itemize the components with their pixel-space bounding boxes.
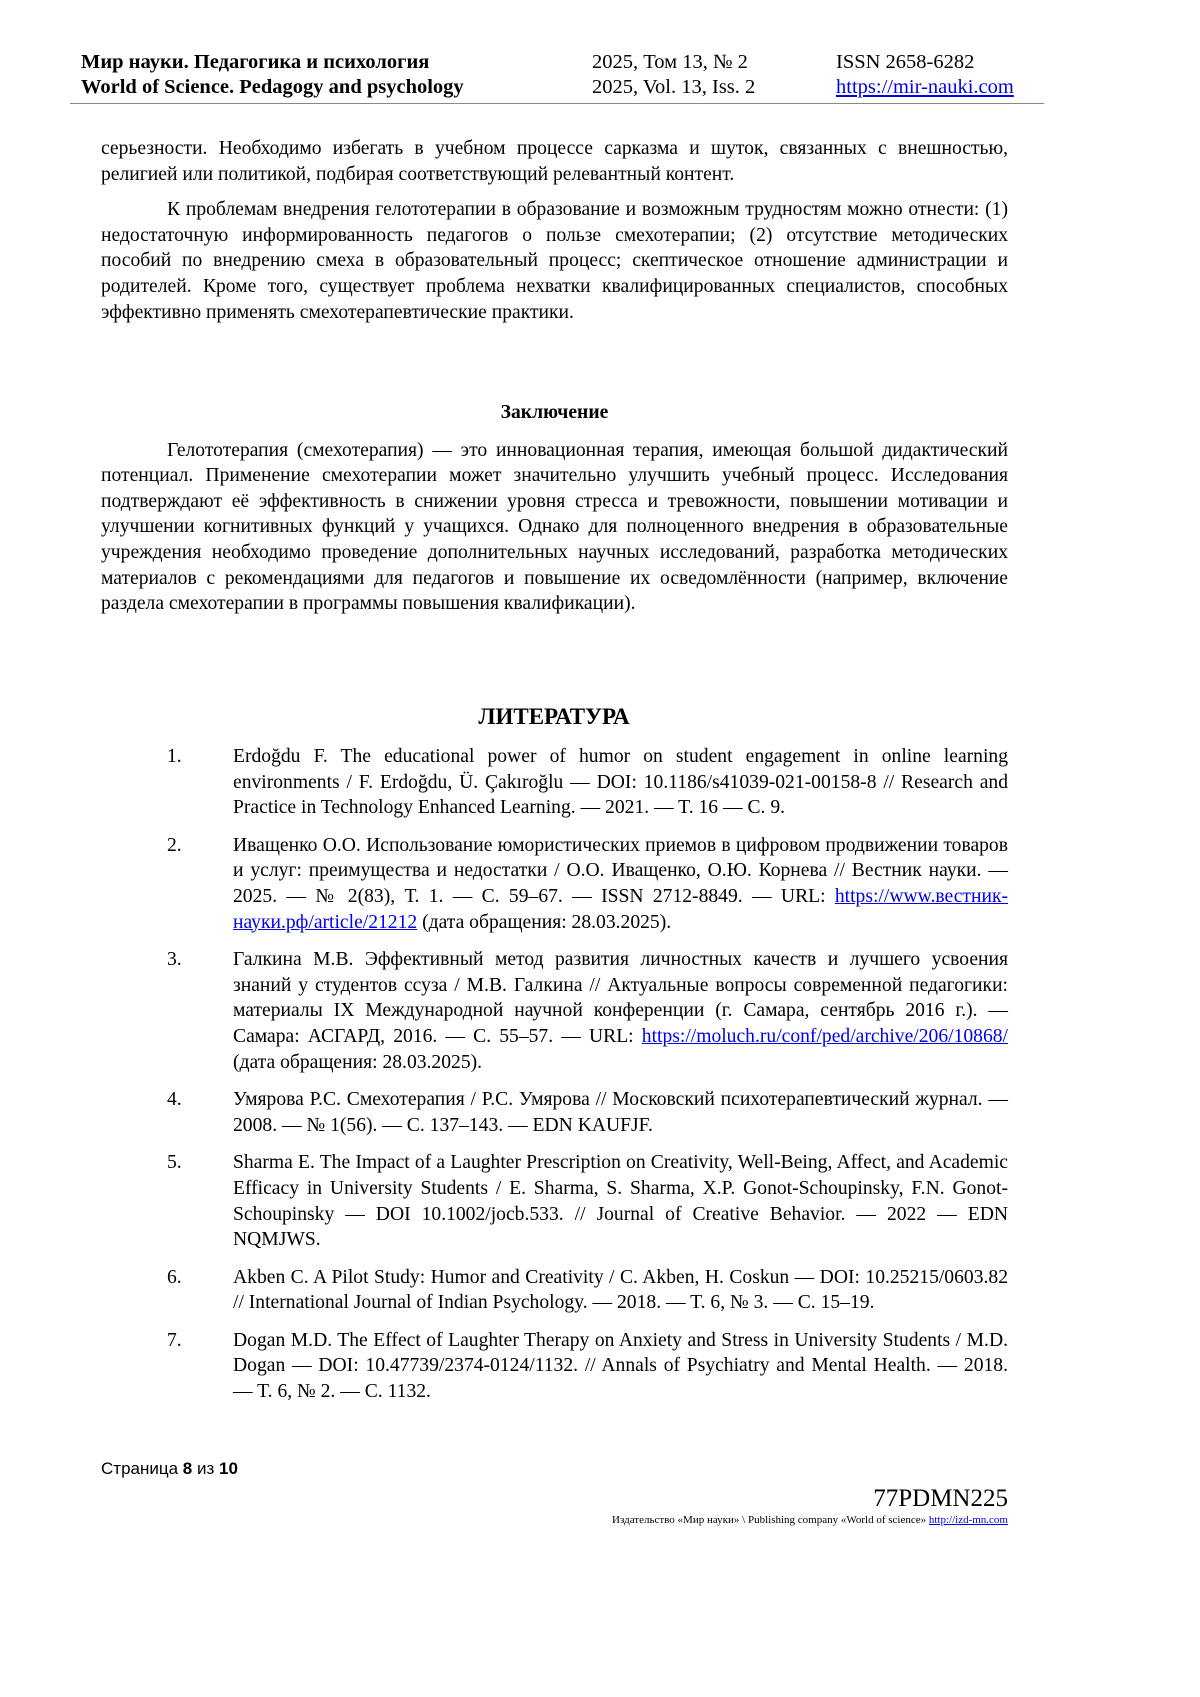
- article-code: 77PDMN225: [873, 1485, 1008, 1512]
- reference-number: 1.: [167, 746, 182, 767]
- journal-title: [81, 50, 464, 100]
- reference-number: 5.: [167, 1152, 182, 1174]
- paragraph: Гелототерапия (смехотерапия) — это инновационная терапия, имеющая большой дидактический потенциал. Применение смехотерапии может значительно улучшить учебный процесс. Исследования подтверждают её эффективность в снижении уровня стресса и тревожности, повышении мотивации и улучшении когнитивных функций у учащихся. Однако для полноценного внедрения в образовательные учреждения необходимо проведение дополнительных научных исследований, разработка методических материалов с рекомендациями для педагогов и повышение их осведомлённости (например, включение раздела смехотерапии в программы повышения квалификации).: [101, 439, 1008, 615]
- conclusion-heading: Заключение: [500, 402, 609, 423]
- publisher-link[interactable]: http://izd-mn.com: [928, 1514, 1008, 1526]
- references-heading: ЛИТЕРАТУРА: [478, 704, 630, 729]
- issn-block: [836, 50, 1014, 100]
- publisher-line: Издательство «Мир науки» \ Publishing company «World of science» http://izd-mn.com: [612, 1514, 1008, 1526]
- body-text: [101, 136, 1008, 335]
- conclusion-section: [101, 400, 1008, 627]
- reference-text: Akben C. A Pilot Study: Humor and Creativity / C. Akben, H. Coskun — DOI: 10.25215/0603.82 // International Journal of Indian Psychology. — 2018. — T. 6, № 3. — C. 15–19.: [233, 1266, 1008, 1314]
- reference-number: 7.: [167, 1329, 182, 1351]
- issue-info: [592, 50, 755, 100]
- header-divider: [70, 103, 1044, 104]
- reference-item: [101, 744, 1008, 821]
- issn: ISSN 2658-6282: [836, 51, 975, 73]
- references-list: [101, 744, 1008, 1417]
- reference-item: [101, 1265, 1008, 1316]
- reference-link[interactable]: https://moluch.ru/conf/ped/archive/206/10868/: [641, 1025, 1008, 1047]
- reference-number: 4.: [167, 1089, 182, 1111]
- reference-item: [101, 1150, 1008, 1252]
- paragraph: серьезности. Необходимо избегать в учебном процессе сарказма и шуток, связанных с внешностью, религией или политикой, подбирая соответствующий релевантный контент.: [101, 138, 1008, 185]
- issue-ru: 2025, Том 13, № 2: [592, 51, 748, 73]
- reference-text: Галкина М.В. Эффективный метод развития личностных качеств и лучшего усвоения знаний у студентов ссуза / М.В. Галкина // Актуальные вопросы современной педагогики: материалы IX Международной научной конференции (г. Самара, сентябрь 2016 г.). — Самара: АСГАРД, 2016. — С. 55–57. — URL: https://moluch.ru/conf/ped/archive/206/10868/ (дата обращения: 28.03.2025).: [233, 949, 1008, 1073]
- reference-text: Erdoğdu F. The educational power of humor on student engagement in online learning environments / F. Erdoğdu, Ü. Çakıroğlu — DOI: 10.1186/s41039-021-00158-8 // Research and Practice in Technology Enhanced Learning. — 2021. — T. 16 — C. 9.: [233, 746, 1008, 819]
- reference-number: 2.: [167, 834, 182, 856]
- journal-title-en: World of Science. Pedagogy and psychology: [81, 76, 464, 98]
- paragraph: К проблемам внедрения гелототерапии в образование и возможным трудностям можно отнести: (1) недостаточную информированность педагогов о пользе смехотерапии; (2) отсутствие методических пособий по внедрению смеха в образовательный процесс; скептическое отношение администрации и родителей. Кроме того, существует проблема нехватки квалифицированных специалистов, способных эффективно применять смехотерапевтические практики.: [101, 199, 1008, 323]
- reference-text: Sharma E. The Impact of a Laughter Prescription on Creativity, Well-Being, Affect, and Academic Efficacy in University Students / E. Sharma, S. Sharma, X.P. Gonot-Schoupinsky, F.N. Gonot-Schoupinsky — DOI 10.1002/jocb.533. // Journal of Creative Behavior. — 2022 — EDN NQMJWS.: [233, 1152, 1008, 1251]
- page-number: Страница 8 из 10: [101, 1459, 238, 1478]
- reference-link[interactable]: https://www.вестник-науки.рф/article/21212: [233, 885, 1008, 933]
- reference-text: Умярова Р.С. Смехотерапия / Р.С. Умярова // Московский психотерапевтический журнал. — 2008. — № 1(56). — С. 137–143. — EDN KAUFJF.: [233, 1089, 1008, 1136]
- journal-link[interactable]: https://mir-nauki.com: [836, 76, 1014, 98]
- reference-number: 3.: [167, 949, 182, 971]
- reference-text: Dogan M.D. The Effect of Laughter Therapy on Anxiety and Stress in University Students / M.D. Dogan — DOI: 10.47739/2374-0124/1132. // Annals of Psychiatry and Mental Health. — 2018. — T. 6, № 2. — C. 1132.: [233, 1329, 1008, 1403]
- reference-item: [101, 833, 1008, 935]
- reference-number: 6.: [167, 1266, 182, 1288]
- reference-item: [101, 1328, 1008, 1405]
- reference-text: Иващенко О.О. Использование юмористических приемов в цифровом продвижении товаров и услуг: преимущества и недостатки / О.О. Иващенко, О.Ю. Корнева // Вестник науки. — 2025. — № 2(83), Т. 1. — С. 59–67. — ISSN 2712-8849. — URL: https://www.вестник-науки.рф/article/21212 (дата обращения: 28.03.2025).: [233, 834, 1008, 933]
- journal-title-ru: Мир науки. Педагогика и психология: [81, 51, 430, 73]
- reference-item: [101, 1087, 1008, 1138]
- reference-item: [101, 947, 1008, 1075]
- issue-en: 2025, Vol. 13, Iss. 2: [592, 76, 756, 98]
